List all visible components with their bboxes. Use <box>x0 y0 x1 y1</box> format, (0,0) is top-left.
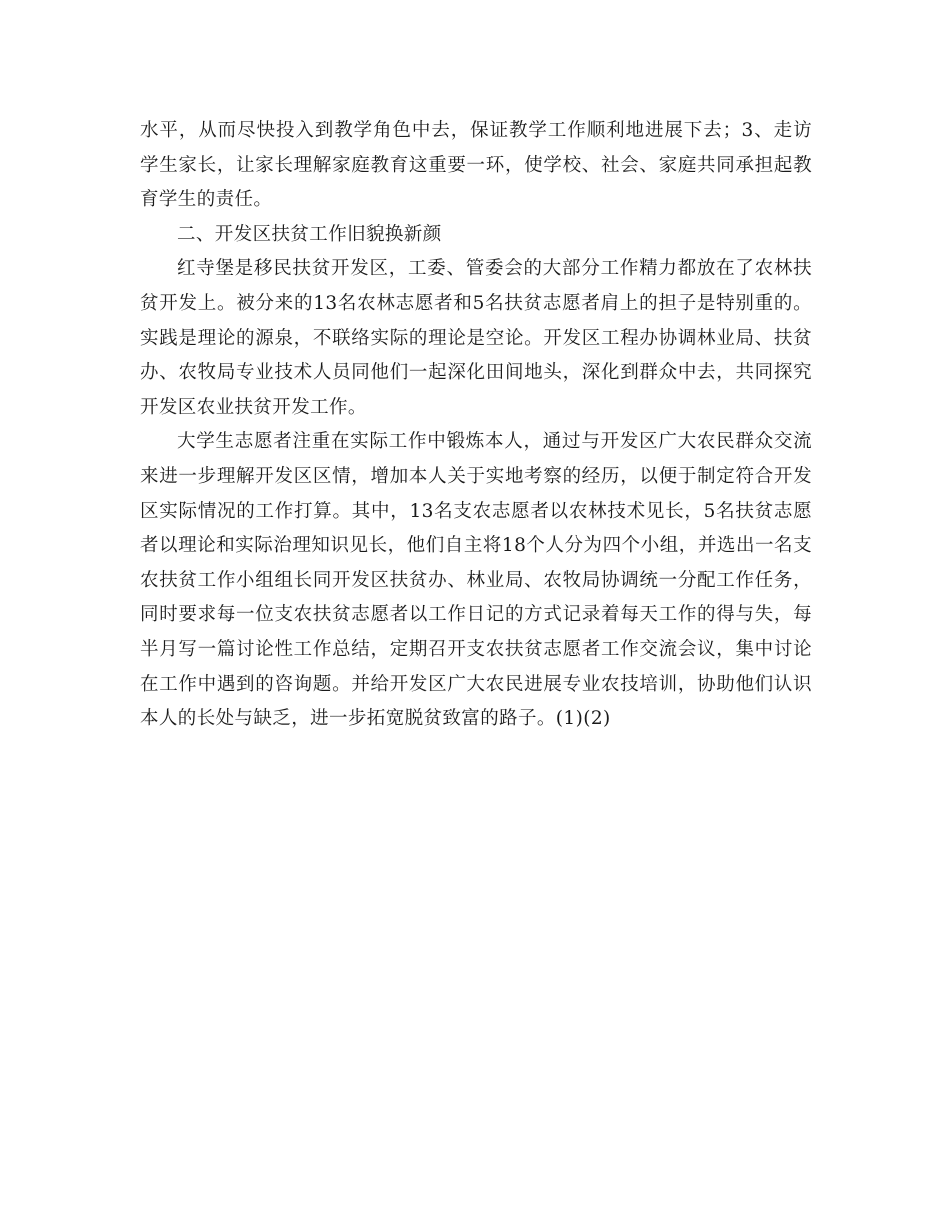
paragraph-volunteers: 大学生志愿者注重在实际工作中锻炼本人，通过与开发区广大农民群众交流来进一步理解开发区区情，增加本人关于实地考察的经历，以便于制定符合开发区实际情况的工作打算。其中，13名支农志愿者以农林技术见长，5名扶贫志愿者以理论和实际治理知识见长，他们自主将18个人分为四个小组，并选出一名支农扶贫工作小组组长同开发区扶贫办、林业局、农牧局协调统一分配工作任务，同时要求每一位支农扶贫志愿者以工作日记的方式记录着每天工作的得与失，每半月写一篇讨论性工作总结，定期召开支农扶贫志愿者工作交流会议，集中讨论在工作中遇到的咨询题。并给开发区广大农民进展专业农技培训，协助他们认识本人的长处与缺乏，进一步拓宽脱贫致富的路子。(1)(2) <box>140 431 812 730</box>
document-body <box>140 114 812 737</box>
section-heading: 二、开发区扶贫工作旧貌换新颜 <box>177 223 442 245</box>
paragraph-development-zone: 红寺堡是移民扶贫开发区，工委、管委会的大部分工作精力都放在了农林扶贫开发上。被分来的13名农林志愿者和5名扶贫志愿者肩上的担子是特别重的。实践是理论的源泉，不联络实际的理论是空论。开发区工程办协调林业局、扶贫办、农牧局专业技术人员同他们一起深化田间地头，深化到群众中去，共同探究开发区农业扶贫开发工作。 <box>140 258 812 418</box>
paragraph-continuation: 水平，从而尽快投入到教学角色中去，保证教学工作顺利地进展下去；3、走访学生家长，让家长理解家庭教育这重要一环，使学校、社会、家庭共同承担起教育学生的责任。 <box>140 120 812 211</box>
